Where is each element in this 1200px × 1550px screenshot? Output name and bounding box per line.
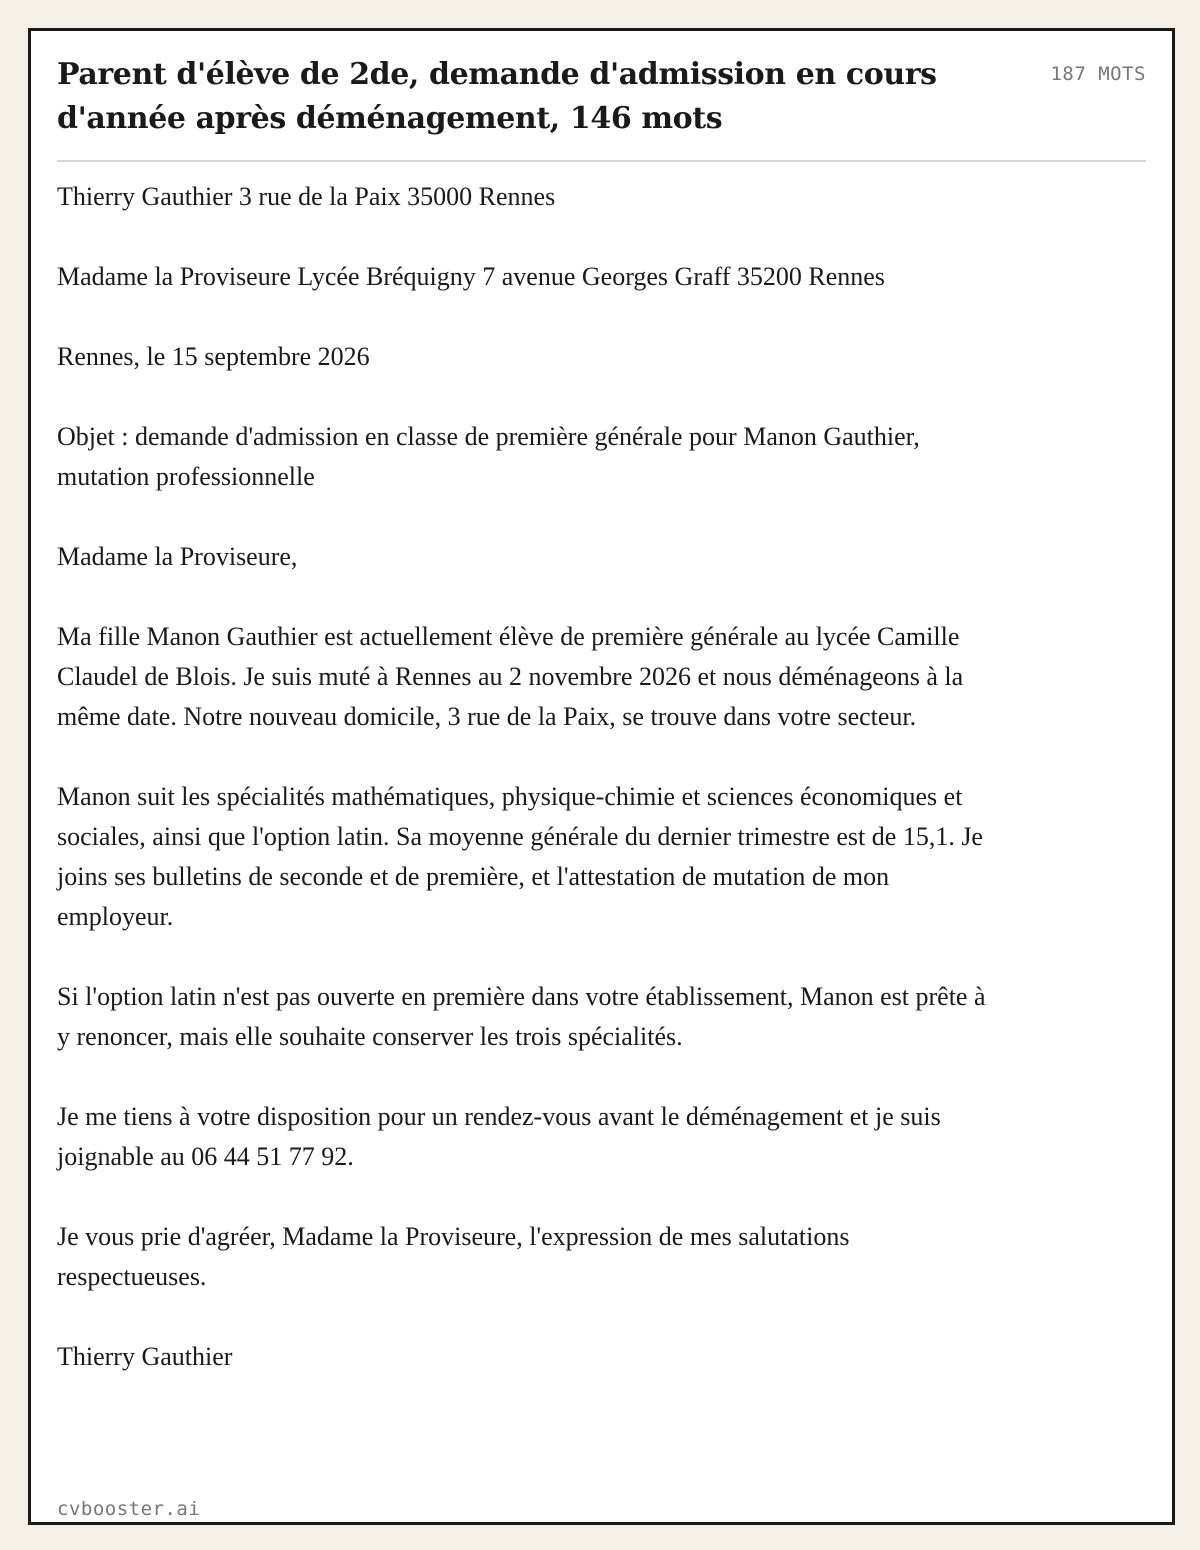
letter-subject: Objet : demande d'admission en classe de première générale pour Manon Gauthier, mutation professionnelle [57,422,920,491]
letter-header [57,53,1146,141]
letter-paragraph: Je me tiens à votre disposition pour un rendez-vous avant le déménagement et je suis joignable au 06 44 51 77 92. [57,1102,941,1171]
letter-signature: Thierry Gauthier [57,1342,233,1371]
word-count-badge: 187 MOTS [1050,63,1146,85]
letter-date: Rennes, le 15 septembre 2026 [57,342,370,371]
letter-paragraph: Manon suit les spécialités mathématiques, physique-chimie et sciences économiques et sociales, ainsi que l'option latin. Sa moyenne générale du dernier trimestre est de 15,1. Je joins ses bulletins de seconde et de première, et l'attestation de mutation de mon employeur. [57,782,983,931]
header-divider [57,160,1146,162]
letter-body [57,177,997,1377]
letter-closing: Je vous prie d'agréer, Madame la Proviseure, l'expression de mes salutations respectueuses. [57,1222,850,1291]
letter-title: Parent d'élève de 2de, demande d'admission en cours d'année après déménagement, 146 mots [57,57,937,136]
letter-salutation: Madame la Proviseure, [57,542,298,571]
letter-card [28,28,1175,1525]
letter-paragraph: Ma fille Manon Gauthier est actuellement élève de première générale au lycée Camille Claudel de Blois. Je suis muté à Rennes au 2 novembre 2026 et nous déménageons à la même date. Notre nouveau domicile, 3 rue de la Paix, se trouve dans votre secteur. [57,622,964,731]
sender-address: Thierry Gauthier 3 rue de la Paix 35000 Rennes [57,182,556,211]
recipient-address: Madame la Proviseure Lycée Bréquigny 7 avenue Georges Graff 35200 Rennes [57,262,885,291]
footer-brand: cvbooster.ai [57,1498,201,1520]
letter-paragraph: Si l'option latin n'est pas ouverte en première dans votre établissement, Manon est prête à y renoncer, mais elle souhaite conserver les trois spécialités. [57,982,986,1051]
